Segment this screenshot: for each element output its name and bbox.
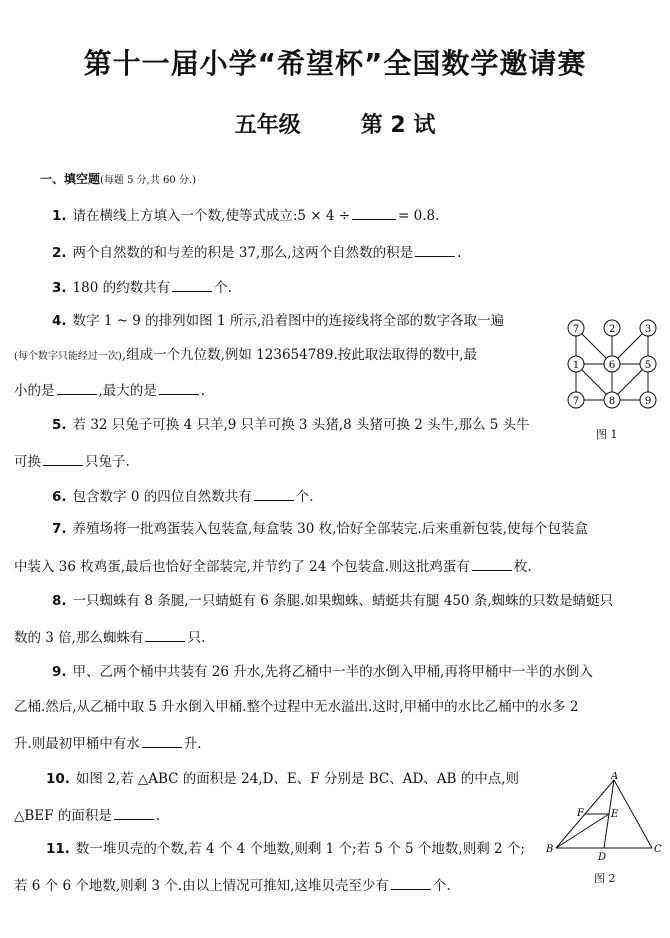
question-4-line-2: (每个数字只能经过一次),组成一个九位数,例如 123654789.按此取法取得的数中,最 — [14, 347, 478, 363]
svg-text:1: 1 — [572, 360, 580, 371]
question-10-line-1: 10. 如图 2,若 △ABC 的面积是 24,D、E、F 分别是 BC、AD、AB 的中点,则 — [46, 771, 520, 787]
label-f: F — [577, 808, 584, 819]
label-e: E — [611, 809, 619, 820]
svg-text:7: 7 — [572, 324, 580, 335]
node-8 — [604, 392, 620, 408]
label-a: A — [611, 772, 619, 782]
question-9-line-2: 乙桶.然后,从乙桶中取 5 升水倒入甲桶.整个过程中无水溢出.这时,甲桶中的水比乙桶中的水多 2 — [14, 699, 579, 715]
question-8-line-1: 8. 一只蜘蛛有 8 条腿,一只蜻蜓有 6 条腿.如果蜘蛛、蜻蜓共有腿 450 条,蜘蛛的只数是蜻蜓只 — [52, 593, 614, 609]
svg-text:9: 9 — [644, 396, 652, 407]
question-2: 2. 两个自然数的和与差的积是 37,那么,这两个自然数的积是 . — [52, 242, 461, 262]
label-d: D — [598, 852, 607, 863]
question-9-line-3: 升.则最初甲桶中有水 升. — [14, 733, 202, 753]
triangle-lines — [556, 780, 652, 848]
question-4-line-1: 4. 数字 1 ~ 9 的排列如图 1 所示,沿着图中的连接线将全部的数字各取一遍 — [52, 313, 505, 329]
question-11-line-1: 11. 数一堆贝壳的个数,若 4 个 4 个地数,则剩 1 个;若 5 个 5 个地数,则剩 2 个; — [46, 841, 525, 857]
answer-blank[interactable] — [352, 205, 396, 220]
page-title: 第十一届小学“希望杯”全国数学邀请赛 — [83, 47, 587, 80]
answer-blank[interactable] — [159, 380, 199, 395]
answer-blank[interactable] — [43, 451, 83, 466]
svg-text:2: 2 — [608, 324, 616, 335]
answer-blank[interactable] — [391, 875, 431, 890]
answer-blank[interactable] — [415, 242, 455, 257]
question-1: 1. 请在横线上方填入一个数,使等式成立:5 × 4 ÷ = 0.8. — [52, 205, 439, 225]
answer-blank[interactable] — [142, 733, 182, 748]
node-5 — [604, 356, 620, 372]
round-label: 第 2 试 — [360, 113, 436, 138]
label-c: C — [654, 844, 662, 855]
section-note: (每题 5 分,共 60 分.) — [100, 175, 196, 186]
question-6: 6. 包含数字 0 的四位自然数共有 个. — [52, 486, 314, 506]
question-11-line-2: 若 6 个 6 个地数,则剩 3 个.由以上情况可推知,这堆贝壳至少有 个. — [14, 875, 451, 895]
svg-text:5: 5 — [644, 360, 652, 371]
node-7 — [568, 392, 584, 408]
svg-text:7: 7 — [572, 396, 580, 407]
answer-blank[interactable] — [114, 805, 154, 820]
node-4 — [568, 356, 584, 372]
question-10-line-2: △BEF 的面积是 . — [14, 805, 160, 825]
figure-1-digit-grid — [562, 314, 662, 414]
question-3: 3. 180 的约数共有 个. — [52, 277, 232, 297]
node-1 — [568, 320, 584, 336]
figure-1-caption: 图 1 — [596, 428, 618, 441]
question-5-line-1: 5. 若 32 只兔子可换 4 只羊,9 只羊可换 3 头猪,8 头猪可换 2 头牛,那么 5 头牛 — [52, 417, 530, 433]
section-label: 一、填空题 — [40, 172, 101, 186]
svg-text:3: 3 — [644, 324, 652, 335]
node-6 — [640, 356, 656, 372]
node-3 — [640, 320, 656, 336]
answer-blank[interactable] — [57, 380, 97, 395]
svg-text:6: 6 — [608, 360, 616, 371]
figure-2-caption: 图 2 — [594, 872, 616, 885]
question-9-line-1: 9. 甲、乙两个桶中共装有 26 升水,先将乙桶中一半的水倒入甲桶,再将甲桶中一半的水倒入 — [52, 664, 593, 680]
svg-text:8: 8 — [608, 396, 616, 407]
node-2 — [604, 320, 620, 336]
grade-label: 五年级 — [234, 113, 301, 138]
node-9 — [640, 392, 656, 408]
label-b: B — [546, 844, 554, 855]
question-4-line-3: 小的是 ,最大的是 . — [14, 380, 205, 400]
question-7-line-1: 7. 养殖场将一批鸡蛋装入包装盒,每盒装 30 枚,恰好全部装完.后来重新包装,使每个包装盒 — [52, 521, 588, 537]
grid-nodes — [568, 320, 656, 408]
section-header — [40, 170, 196, 187]
figure-2-triangle — [546, 772, 664, 864]
answer-blank[interactable] — [145, 627, 185, 642]
question-5-line-2: 可换 只兔子. — [14, 451, 130, 471]
answer-blank[interactable] — [172, 277, 212, 292]
question-7-line-2: 中装入 36 枚鸡蛋,最后也恰好全部装完,并节约了 24 个包装盒.则这批鸡蛋有 枚. — [14, 556, 532, 576]
answer-blank[interactable] — [254, 486, 294, 501]
question-8-line-2: 数的 3 倍,那么蜘蛛有 只. — [14, 627, 205, 647]
answer-blank[interactable] — [472, 556, 512, 571]
page-subtitle — [0, 108, 670, 139]
